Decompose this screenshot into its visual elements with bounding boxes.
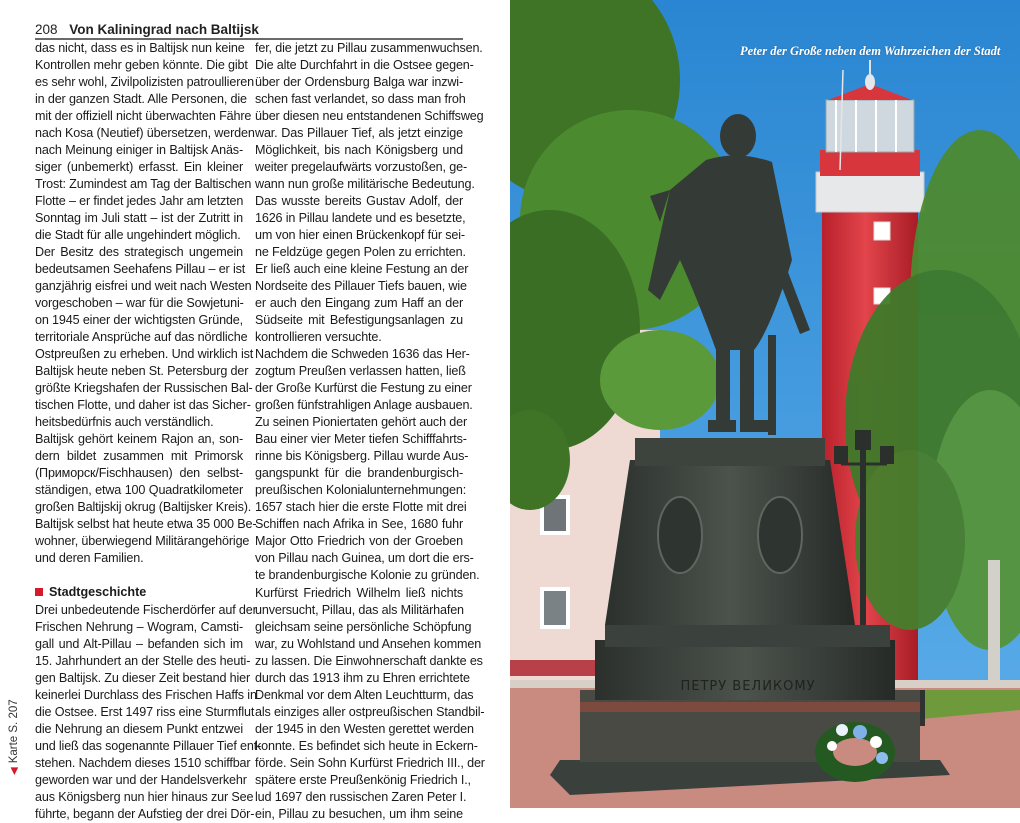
text-line: zogtum Preußen verlassen hatten, ließ — [255, 364, 466, 379]
text-line: Südseite mit Befestigungsanlagen zu — [255, 313, 463, 328]
section-heading — [35, 584, 243, 601]
running-header — [35, 22, 463, 40]
paragraph — [255, 40, 484, 346]
red-square-bullet-icon — [35, 588, 43, 596]
text-line: 1657 stach hier die erste Flotte mit drei — [255, 500, 467, 515]
text-line: die Stadt für alle ungehindert möglich. — [35, 228, 241, 243]
text-line: als einziges aller ostpreußischen Standbil- — [255, 704, 485, 719]
text-line: war, zu Wohlstand und Ansehen kommen — [255, 636, 482, 651]
paragraph — [35, 431, 257, 567]
text-line: über diesen neu entstandenen Schiffsweg — [255, 109, 484, 124]
text-line: Drei unbedeutende Fischerdörfer auf der — [35, 602, 257, 617]
text-line: nach Meinung einiger in Baltijsk Anäs- — [35, 143, 243, 158]
text-line: 15. Jahrhundert an der Stelle des heuti- — [35, 653, 251, 668]
text-line: dern bildet zusammen mit Primorsk — [35, 449, 243, 464]
text-line: ne Feldzüge gegen Polen zu errichten. — [255, 245, 466, 260]
text-line: gall und Alt-Pillau – befanden sich im — [35, 636, 243, 651]
text-line: gleichsam seine persönliche Schöpfung — [255, 619, 472, 634]
text-line: Der Besitz des strategisch ungemein — [35, 245, 243, 260]
text-line: der 1945 in den Westen gerettet werden — [255, 721, 474, 736]
text-line: ganzjährig eisfrei und weit nach Westen — [35, 279, 252, 294]
text-line: zu lassen. Die Einwohnerschaft dankte es — [255, 653, 483, 668]
chapter-title: Von Kaliningrad nach Baltijsk — [69, 22, 259, 37]
text-line: Denkmal vor dem Alten Leuchtturm, das — [255, 687, 474, 702]
text-line: führte, begann der Aufstieg der drei Dör- — [35, 806, 255, 821]
text-line: 1626 in Pillau landete und es besetzte, — [255, 211, 466, 226]
text-line: es sehr wohl, Zivilpolizisten patroullieren — [35, 75, 254, 90]
text-line: Zu seinen Pioniertaten gehört auch der — [255, 415, 468, 430]
text-line: Baltijsk selbst hat heute etwa 35 000 Be- — [35, 517, 257, 532]
text-line: Baltijsk heute neben St. Petersburg der — [35, 364, 249, 379]
text-line: er auch den Eingang zum Haff an der — [255, 296, 463, 311]
text-page — [0, 0, 510, 821]
text-line: um von hier einen Brückenkopf für sei- — [255, 228, 465, 243]
text-line: gangspunkt für die brandenburgisch- — [255, 466, 463, 481]
text-line: bedeutsamen Seehafens Pillau – er ist — [35, 262, 246, 277]
text-line: kontrollieren versuchte. — [255, 330, 382, 345]
paragraph — [35, 244, 254, 431]
text-column-1 — [35, 40, 262, 823]
text-line: spätere erste Preußenkönig Friedrich I., — [255, 772, 471, 787]
text-line: Sonntag im Juli statt – ist der Zutritt in — [35, 211, 243, 226]
photo-caption: Peter der Große neben dem Wahrzeichen der Stadt — [740, 44, 1001, 58]
red-triangle-icon: ◀ — [9, 767, 20, 775]
text-line: te brandenburgische Kolonie zu gründen. — [255, 568, 480, 583]
text-line: tischen Flotte, und daher ist das Sicher- — [35, 398, 251, 413]
text-line: der Große Kurfürst die Festung zu einer — [255, 381, 472, 396]
text-line: siger (unbemerkt) erfasst. Ein kleiner — [35, 160, 243, 175]
text-line: lud 1697 den russischen Zaren Peter I. — [255, 789, 467, 804]
text-line: Möglichkeit, bis nach Königsberg und — [255, 143, 463, 158]
text-line: konnte. Es befindet sich heute in Eckern- — [255, 738, 478, 753]
paragraph — [35, 40, 255, 244]
text-line: rinne bis Königsberg. Pillau wurde Aus- — [255, 449, 469, 464]
text-line: die Ostsee. Erst 1497 riss eine Sturmflut — [35, 704, 255, 719]
text-line: in der ganzen Stadt. Alle Personen, die — [35, 92, 247, 107]
text-line: Bau einer vier Meter tiefen Schifffahrts- — [255, 432, 467, 447]
text-line: und deren Familien. — [35, 551, 144, 566]
text-line: ein, Pillau zu besuchen, um ihm seine — [255, 806, 463, 821]
text-line: Schiffen nach Afrika in See, 1680 fuhr — [255, 517, 463, 532]
text-line: nach Kosa (Neutief) übersetzen, werden — [35, 126, 255, 141]
text-line: Das wusste bereits Gustav Adolf, der — [255, 194, 463, 209]
text-line: mit der offiziell nicht überwachten Fähre — [35, 109, 252, 124]
text-line: großen Baltijskij okrug (Baltijsker Kreis). — [35, 500, 252, 515]
text-line: gen Baltijsk. Zu dieser Zeit bestand hier — [35, 670, 251, 685]
text-line: war. Das Pillauer Tief, als jetzt einzige — [255, 126, 463, 141]
pedestal-inscription: ПЕТРУ ВЕЛИКОМУ — [680, 679, 816, 694]
text-line: geworden war und der Handelsverkehr — [35, 772, 247, 787]
memorial-wreath — [815, 722, 895, 782]
text-line: großen fünfstrahligen Anlage ausbauen. — [255, 398, 473, 413]
text-line: Baltijsk gehört keinem Rajon an, son- — [35, 432, 243, 447]
text-line: Kurfürst Friedrich Wilhelm ließ nichts — [255, 585, 463, 600]
text-line: unversucht, Pillau, das als Militärhafen — [255, 602, 464, 617]
paragraph — [35, 602, 262, 823]
text-line: ständigen, etwa 100 Quadratkilometer — [35, 483, 243, 498]
text-line: das nicht, dass es in Baltijsk nun keine — [35, 41, 245, 55]
map-reference[interactable] — [8, 699, 20, 775]
text-line: wohner, überwiegend Militärangehörige — [35, 534, 250, 549]
text-line: weiter pregelaufwärts vorzustoßen, ge- — [255, 160, 467, 175]
text-line: stehen. Nachdem dieses 1510 schiffbar — [35, 755, 251, 770]
text-line: und ließ das sogenannte Pillauer Tief ent- — [35, 738, 262, 753]
text-line: heitsbedürfnis auch verständlich. — [35, 415, 214, 430]
text-line: förde. Sein Sohn Kurfürst Friedrich III., der — [255, 755, 485, 770]
text-line: von Pillau nach Guinea, um dort die ers- — [255, 551, 474, 566]
text-line: vorgeschoben – war für die Sowjetuni- — [35, 296, 244, 311]
text-line: Flotte – er findet jedes Jahr am letzten — [35, 194, 244, 209]
text-line: größte Kriegshafen der Russischen Bal- — [35, 381, 253, 396]
text-line: keinerlei Durchlass des Frischen Haffs in — [35, 687, 257, 702]
paragraph-gap — [35, 567, 243, 584]
text-line: territoriale Ansprüche auf das nördliche — [35, 330, 248, 345]
text-line: Nordseite des Pillauer Tiefs bauen, wie — [255, 279, 467, 294]
text-line: Major Otto Friedrich von der Groeben — [255, 534, 463, 549]
text-line: Er ließ auch eine kleine Festung an der — [255, 262, 469, 277]
page-number: 208 — [35, 22, 58, 37]
photo-illustration — [510, 0, 1020, 808]
text-line: Trost: Zumindest am Tag der Baltischen — [35, 177, 252, 192]
text-line: Ostpreußen zu erheben. Und wirklich ist — [35, 347, 254, 362]
text-line: fer, die jetzt zu Pillau zusammenwuchsen. — [255, 41, 483, 55]
text-line: preußischen Kolonialunternehmungen: — [255, 483, 467, 498]
text-line: durch das 1913 ihm zu Ehren errichtete — [255, 670, 470, 685]
text-line: Die alte Durchfahrt in die Ostsee gegen- — [255, 58, 474, 73]
paragraph — [255, 346, 485, 822]
text-line: Frischen Nehrung – Wogram, Camsti- — [35, 619, 243, 634]
text-line: Kontrollen mehr geben könnte. Die gibt — [35, 58, 248, 73]
text-line: Nachdem die Schweden 1636 das Her- — [255, 347, 470, 362]
text-line: wann nun große militärische Bedeutung. — [255, 177, 475, 192]
text-line: aus Königsberg nun hier hinaus zur See — [35, 789, 254, 804]
text-line: die Nehrung an diesem Punkt entzwei — [35, 721, 243, 736]
text-line: on 1945 einer der wichtigsten Gründe, — [35, 313, 243, 328]
section-heading-text: Stadtgeschichte — [49, 585, 147, 600]
text-column-2 — [255, 40, 485, 823]
text-line: über der Ordensburg Balga war inzwi- — [255, 75, 463, 90]
map-reference-label: Karte S. 207 — [8, 699, 20, 764]
photo-peter-the-great-statue — [510, 0, 1020, 808]
text-line: (Приморск/Fischhausen) den selbst- — [35, 466, 243, 481]
text-line: schen fast verlandet, so dass man froh — [255, 92, 466, 107]
